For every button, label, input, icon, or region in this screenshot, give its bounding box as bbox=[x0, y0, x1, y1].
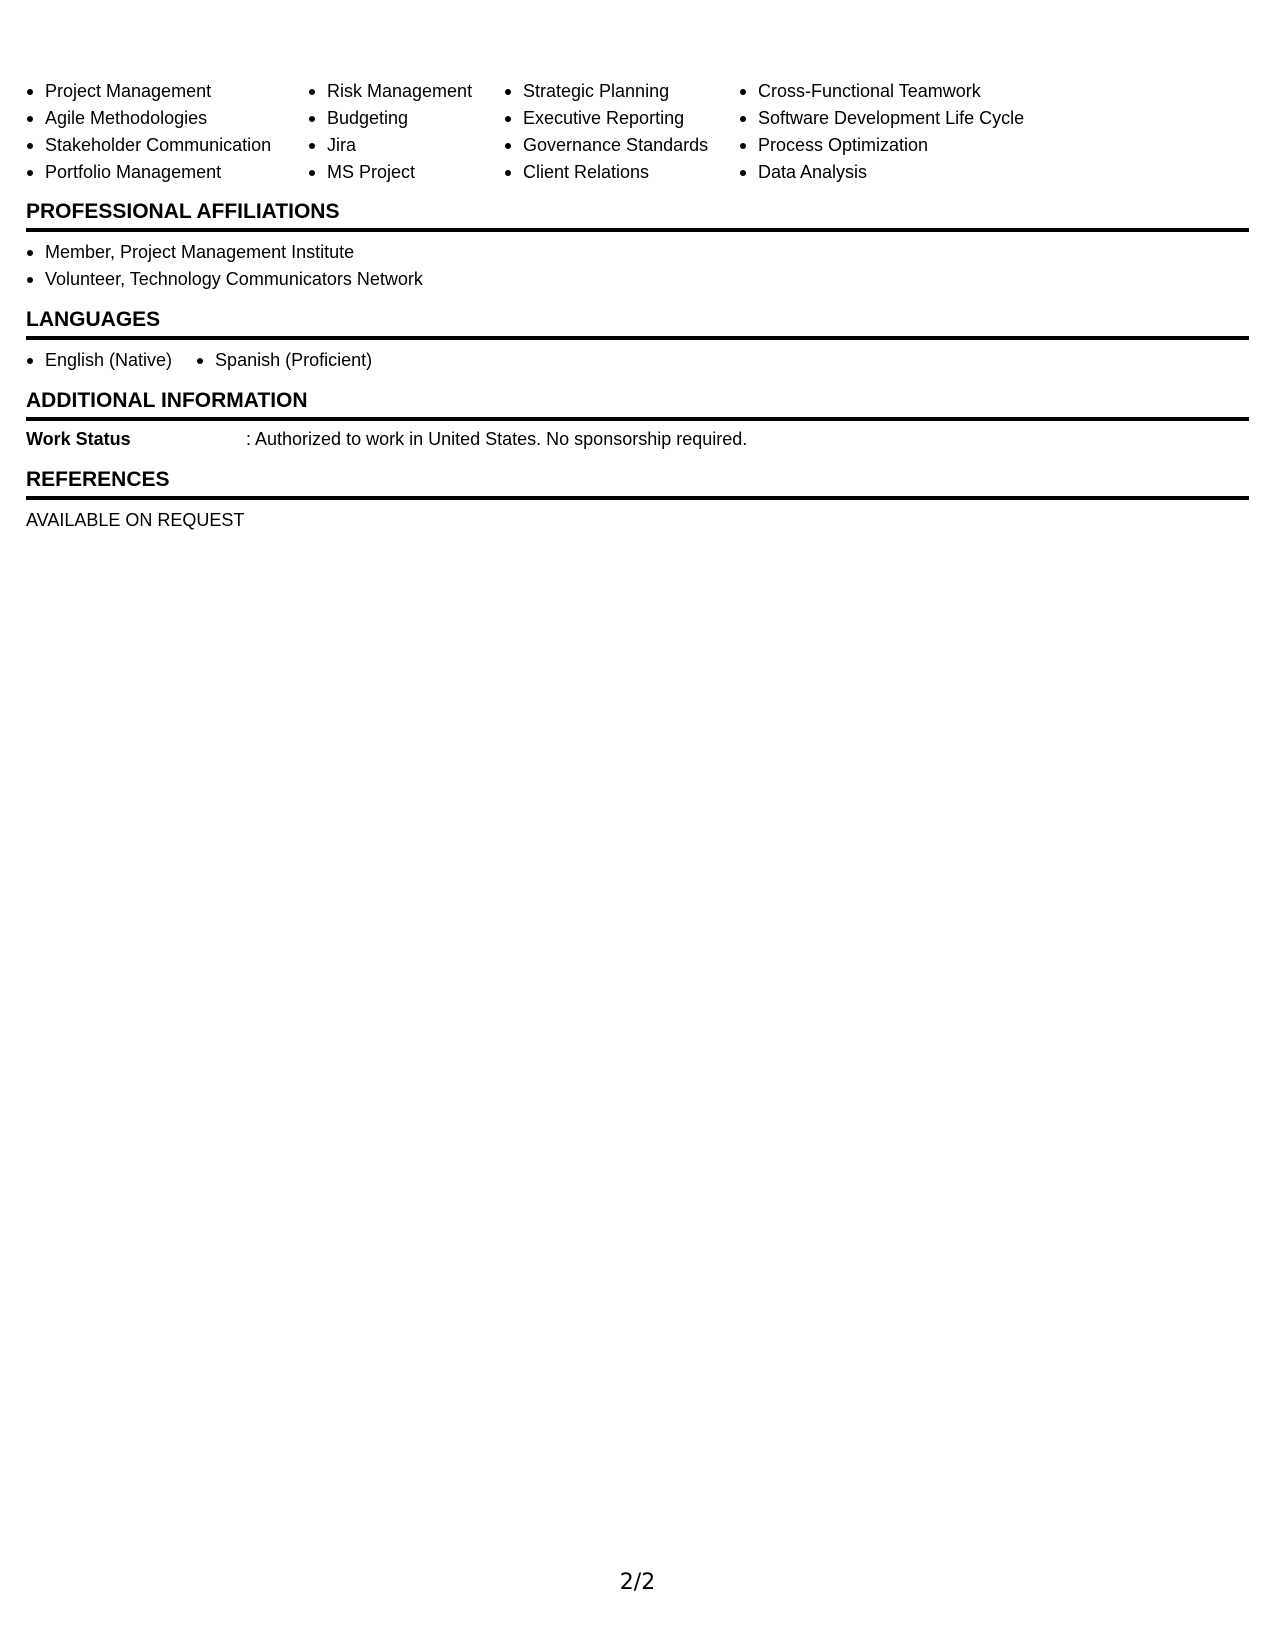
references-text: AVAILABLE ON REQUEST bbox=[26, 510, 245, 530]
skill-item: Budgeting bbox=[308, 105, 504, 132]
skill-item: MS Project bbox=[308, 159, 504, 186]
languages-section bbox=[26, 308, 1249, 374]
skill-item: Executive Reporting bbox=[504, 105, 739, 132]
skill-item: Stakeholder Communication bbox=[26, 132, 308, 159]
page-number: 2/2 bbox=[619, 1570, 656, 1595]
work-status-row bbox=[26, 426, 1249, 453]
skills-column-1 bbox=[26, 78, 308, 186]
language-item: English (Native) bbox=[26, 347, 172, 374]
references-section bbox=[26, 468, 1249, 534]
skill-item: Strategic Planning bbox=[504, 78, 739, 105]
skill-item: Cross-Functional Teamwork bbox=[739, 78, 1079, 105]
skill-item: Governance Standards bbox=[504, 132, 739, 159]
resume-page bbox=[26, 78, 1249, 534]
affiliation-item: Member, Project Management Institute bbox=[26, 239, 1249, 266]
skill-item: Risk Management bbox=[308, 78, 504, 105]
skill-item: Software Development Life Cycle bbox=[739, 105, 1079, 132]
additional-info-section bbox=[26, 389, 1249, 453]
skills-grid bbox=[26, 78, 1249, 186]
affiliations-list bbox=[26, 239, 1249, 293]
languages-list bbox=[26, 347, 1249, 374]
skill-item: Client Relations bbox=[504, 159, 739, 186]
additional-info-heading: ADDITIONAL INFORMATION bbox=[26, 389, 1249, 421]
languages-heading: LANGUAGES bbox=[26, 308, 1249, 340]
skills-column-3 bbox=[504, 78, 739, 186]
skill-item: Jira bbox=[308, 132, 504, 159]
references-heading: REFERENCES bbox=[26, 468, 1249, 500]
affiliation-item: Volunteer, Technology Communicators Network bbox=[26, 266, 1249, 293]
affiliations-section bbox=[26, 200, 1249, 293]
skills-column-2 bbox=[308, 78, 504, 186]
language-item: Spanish (Proficient) bbox=[196, 347, 372, 374]
work-status-value: : Authorized to work in United States. No sponsorship required. bbox=[246, 429, 748, 449]
skill-item: Portfolio Management bbox=[26, 159, 308, 186]
skill-item: Process Optimization bbox=[739, 132, 1079, 159]
skill-item: Agile Methodologies bbox=[26, 105, 308, 132]
skill-item: Data Analysis bbox=[739, 159, 1079, 186]
skill-item: Project Management bbox=[26, 78, 308, 105]
affiliations-heading: PROFESSIONAL AFFILIATIONS bbox=[26, 200, 1249, 232]
work-status-label: Work Status bbox=[26, 429, 131, 449]
skills-column-4 bbox=[739, 78, 1079, 186]
